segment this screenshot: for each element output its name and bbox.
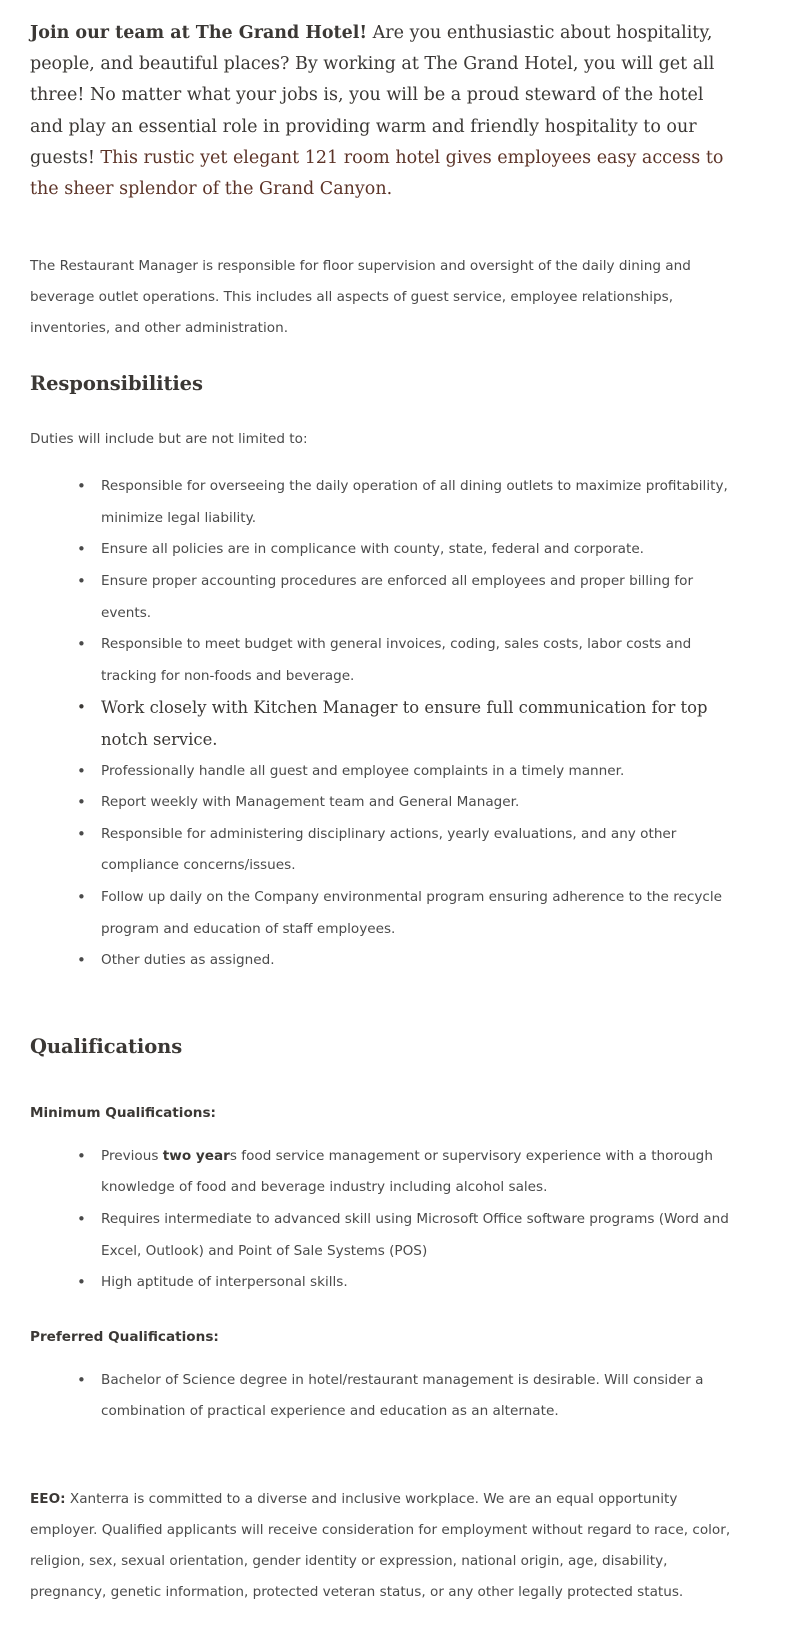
list-item	[74, 1141, 736, 1204]
subheading-minimum-qualifications: Minimum Qualifications:	[30, 1104, 216, 1121]
list-item: • Responsible to meet budget with general invoices, coding, sales costs, labor costs and tracking for non-foods and beverage.	[74, 629, 736, 692]
eeo-statement	[30, 1484, 736, 1608]
list-item: • Ensure proper accounting procedures are enforced all employees and proper billing for events.	[74, 566, 736, 629]
list-item	[74, 1365, 736, 1428]
role-summary: The Restaurant Manager is responsible for floor supervision and oversight of the daily dining and beverage outlet operations. This includes all aspects of guest service, employee relationships, inventories, and other administration.	[30, 258, 691, 337]
list-item: • Responsible for administering disciplinary actions, yearly evaluations, and any other compliance concerns/issues.	[74, 819, 736, 882]
list-item-text: Requires intermediate to advanced skill using Microsoft Office software programs (Word and Excel, Outlook) and Point of Sale Systems (POS)	[101, 1210, 729, 1259]
spacer	[30, 211, 736, 251]
list-item: • Professionally handle all guest and employee complaints in a timely manner.	[74, 756, 736, 788]
list-item-text: Bachelor of Science degree in hotel/restaurant management is desirable. Will consider a combination of practical experience and education as an alternate.	[101, 1371, 704, 1420]
spacer	[30, 977, 736, 1033]
list-item-text-tail: s food service management or supervisory experience with a thorough knowledge of food and beverage industry including alcohol sales.	[101, 1147, 713, 1196]
spacer	[30, 398, 736, 424]
list-item: • Ensure all policies are in complicance with county, state, federal and corporate.	[74, 534, 736, 566]
spacer	[30, 1428, 736, 1484]
spacer	[30, 455, 736, 471]
list-item: • Follow up daily on the Company environmental program ensuring adherence to the recycle program and education of staff employees.	[74, 882, 736, 945]
spacer	[30, 1349, 736, 1365]
subheading-preferred-qualifications: Preferred Qualifications:	[30, 1328, 219, 1345]
duties-intro: Duties will include but are not limited to:	[30, 431, 308, 448]
list-item: • Report weekly with Management team and General Manager.	[74, 787, 736, 819]
spacer	[30, 1061, 736, 1101]
list-item	[74, 1204, 736, 1267]
list-item: • Work closely with Kitchen Manager to ensure full communication for top notch service.	[74, 692, 736, 755]
list-item: • Responsible for overseeing the daily operation of all dining outlets to maximize profitability, minimize legal liability.	[74, 471, 736, 534]
list-item-text: High aptitude of interpersonal skills.	[101, 1274, 348, 1291]
responsibilities-list	[30, 471, 736, 977]
intro-paragraph	[30, 18, 736, 205]
spacer	[30, 1299, 736, 1325]
intro-body: Are you enthusiastic about hospitality, people, and beautiful places? By working at The Grand Hotel, you will get all three! No matter what your jobs is, you will be a proud steward of the hotel and play an essential role in providing warm and friendly hospitality to our guests!	[30, 23, 715, 168]
list-item: • Other duties as assigned.	[74, 945, 736, 977]
eeo-label: EEO:	[30, 1490, 66, 1507]
minimum-qualifications-list	[30, 1141, 736, 1299]
list-item-text: Previous	[101, 1147, 163, 1164]
eeo-text: Xanterra is committed to a diverse and inclusive workplace. We are an equal opportunity employer. Qualified applicants will receive consideration for employment without regard to race, color, religion, sex, sexual orientation, gender identity or expression, national origin, age, disability, pregnancy, genetic information, protected veteran status, or any other legally protected status.	[30, 1490, 731, 1600]
list-item-emphasis: two year	[162, 1147, 230, 1164]
heading-responsibilities: Responsibilities	[30, 372, 203, 396]
heading-qualifications: Qualifications	[30, 1034, 183, 1058]
spacer	[30, 344, 736, 370]
spacer	[30, 1125, 736, 1141]
intro-lead: Join our team at The Grand Hotel!	[30, 23, 368, 43]
list-item	[74, 1267, 736, 1299]
intro-highlight: This rustic yet elegant 121 room hotel gives employees easy access to the sheer splendor of the Grand Canyon.	[30, 147, 724, 200]
preferred-qualifications-list	[30, 1365, 736, 1428]
